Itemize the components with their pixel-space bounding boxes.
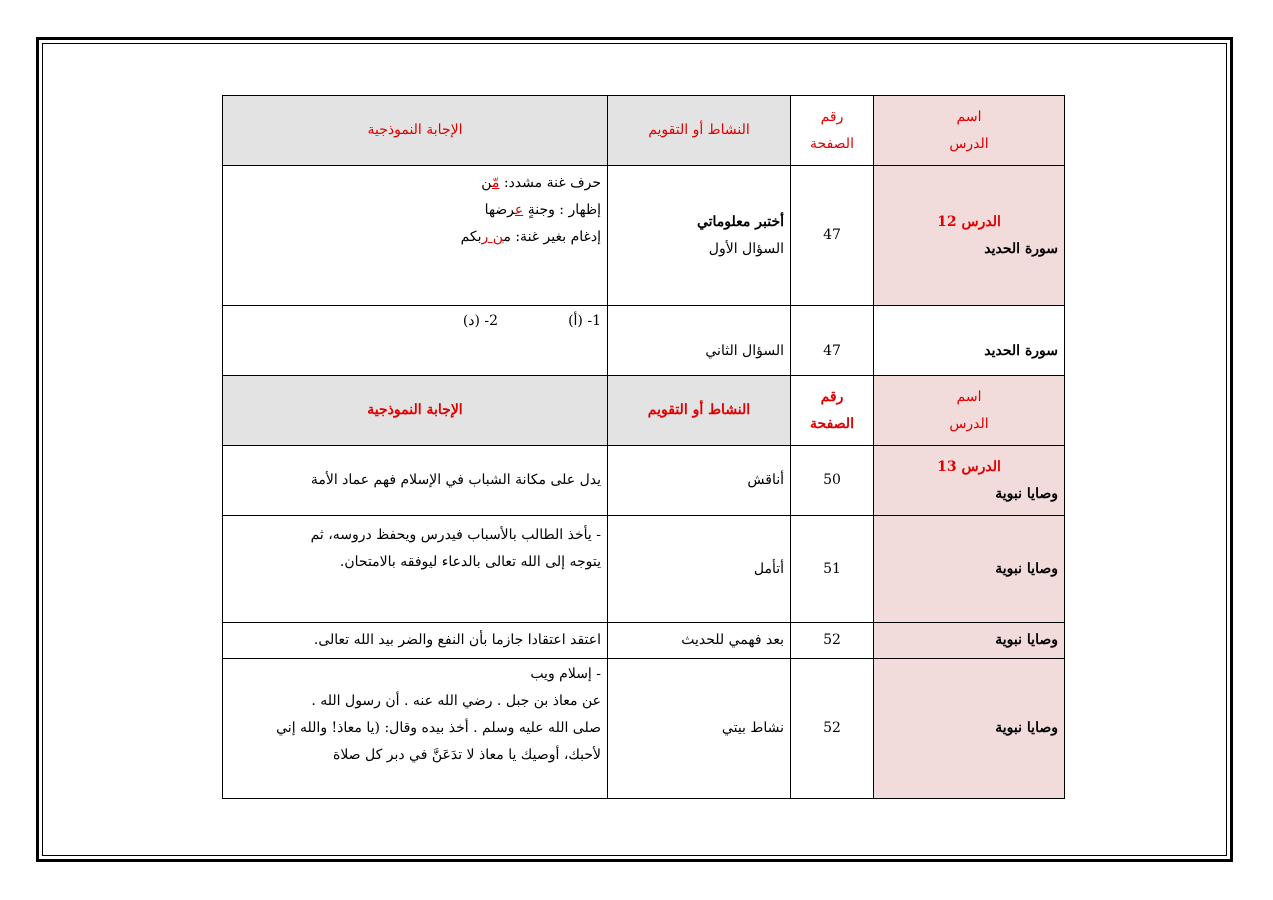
lesson-cell <box>874 166 1065 306</box>
answer-highlight: مّ <box>491 175 500 191</box>
header-answer: الإجابة النموذجية <box>223 96 608 166</box>
activity-cell: نشاط بيتي <box>608 659 791 799</box>
answer-text: بكم <box>460 229 482 245</box>
lesson-name: وصايا نبوية <box>995 485 1058 502</box>
activity-cell: أناقش <box>608 446 791 516</box>
lesson-cell <box>874 659 1065 799</box>
header-page-line2: الصفحة <box>810 135 854 152</box>
table-row <box>223 446 1065 516</box>
answer-cell <box>223 306 608 376</box>
header-lesson-name <box>874 96 1065 166</box>
header-activity: النشاط أو التقويم <box>608 376 791 446</box>
answer-text: رضها <box>484 202 515 218</box>
answer-cell: اعتقد اعتقادا جازما بأن النفع والضر بيد الله تعالى. <box>223 623 608 659</box>
activity-cell <box>608 166 791 306</box>
answer-line <box>229 224 601 251</box>
answer-cell: يدل على مكانة الشباب في الإسلام فهم عماد الأمة <box>223 446 608 516</box>
table-row <box>223 516 1065 623</box>
answer-cell <box>223 516 608 623</box>
answer-line: - يأخذ الطالب بالأسباب فيدرس ويحفظ دروسه، ثم <box>310 527 601 543</box>
lesson-cell <box>874 623 1065 659</box>
lesson-name: وصايا نبوية <box>995 560 1058 577</box>
table-row <box>223 166 1065 306</box>
answer-highlight: ع <box>514 202 524 218</box>
answer-text: ن <box>481 175 492 191</box>
header-lesson-line2: الدرس <box>949 415 989 432</box>
table-header-row <box>223 96 1065 166</box>
page-number: 50 <box>791 446 874 516</box>
answer-line: - إسلام ويب <box>530 666 601 682</box>
answer-line: صلى الله عليه وسلم . أخذ بيده وقال: (يا معاذ! والله إني <box>276 720 601 736</box>
header-page-line2: الصفحة <box>810 415 854 432</box>
answer-option-1: 1- (أ) <box>568 313 601 329</box>
header-activity: النشاط أو التقويم <box>608 96 791 166</box>
header-lesson-line1: اسم <box>956 108 982 125</box>
table-row <box>223 659 1065 799</box>
page-number: 52 <box>791 623 874 659</box>
header-page-line1: رقم <box>820 108 844 125</box>
lesson-name: سورة الحديد <box>984 343 1058 359</box>
table-row <box>223 306 1065 376</box>
answer-highlight: ن ر <box>481 229 504 245</box>
header-lesson-name <box>874 376 1065 446</box>
answer-line <box>229 170 601 197</box>
lesson-cell <box>874 516 1065 623</box>
header-page-number <box>791 376 874 446</box>
activity-subtitle: السؤال الأول <box>708 240 784 257</box>
answer-text: إظهار : وجنةٍ <box>523 202 601 218</box>
answer-option-2: 2- (د) <box>462 313 499 329</box>
answer-text: إدغام بغير غنة: م <box>503 229 601 245</box>
activity-title: أختبر معلوماتي <box>696 213 784 230</box>
answer-line: لأحبك، أوصيك يا معاذ لا تدَعَنَّ في دبر كل صلاة <box>332 747 601 763</box>
answer-line <box>229 308 601 335</box>
lessons-table <box>222 95 1065 799</box>
lesson-cell <box>874 306 1065 376</box>
lesson-number: الدرس 12 <box>937 213 1001 230</box>
table-header-row <box>223 376 1065 446</box>
header-answer: الإجابة النموذجية <box>223 376 608 446</box>
lesson-cell <box>874 446 1065 516</box>
activity-cell: أتأمل <box>608 516 791 623</box>
activity-cell: بعد فهمي للحديث <box>608 623 791 659</box>
answer-cell <box>223 659 608 799</box>
page-number: 47 <box>791 166 874 306</box>
table-row <box>223 623 1065 659</box>
header-lesson-line1: اسم <box>956 388 982 405</box>
answer-line: يتوجه إلى الله تعالى بالدعاء ليوفقه بالامتحان. <box>339 554 601 570</box>
answer-text: حرف غنة مشدد: <box>499 175 601 191</box>
answer-line <box>229 197 601 224</box>
answer-cell <box>223 166 608 306</box>
activity-cell: السؤال الثاني <box>608 306 791 376</box>
header-page-number <box>791 96 874 166</box>
lesson-name: وصايا نبوية <box>995 632 1058 648</box>
page-number: 47 <box>791 306 874 376</box>
answer-line: عن معاذ بن جبل . رضي الله عنه . أن رسول الله . <box>311 693 601 709</box>
lesson-name: سورة الحديد <box>984 240 1058 257</box>
page-number: 51 <box>791 516 874 623</box>
lesson-number: الدرس 13 <box>937 458 1001 475</box>
header-page-line1: رقم <box>820 388 844 405</box>
page-number: 52 <box>791 659 874 799</box>
header-lesson-line2: الدرس <box>949 135 989 152</box>
lesson-name: وصايا نبوية <box>995 720 1058 736</box>
